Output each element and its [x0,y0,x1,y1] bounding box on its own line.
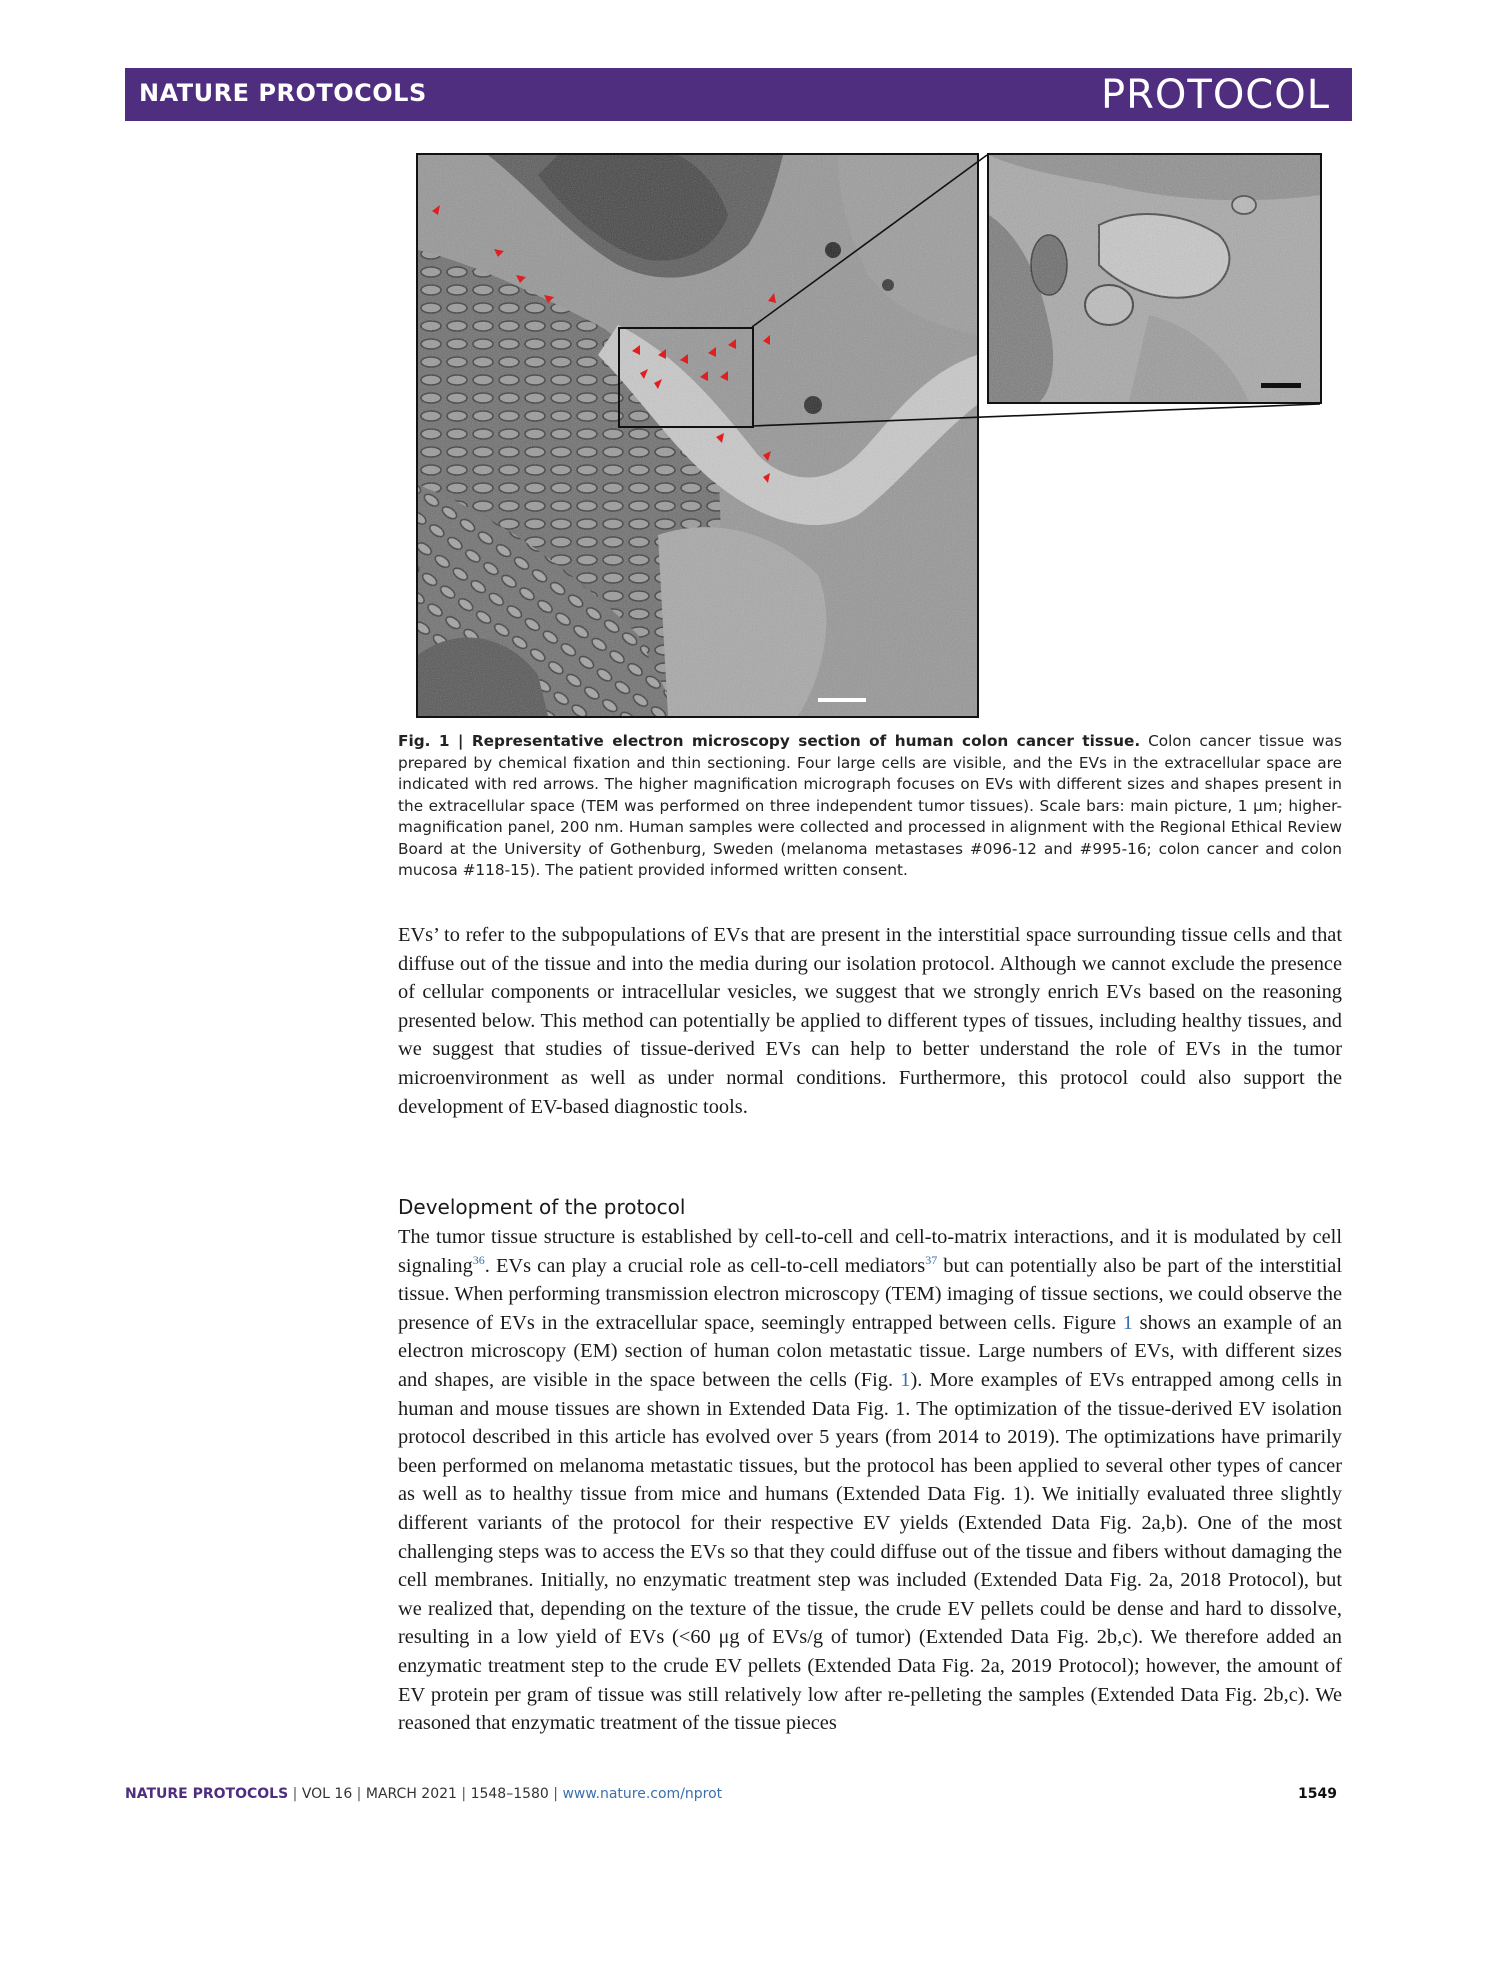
em-main-micrograph [416,153,979,718]
main-scale-bar [818,698,866,702]
paragraph-text: but can potentially also be part of the interstitial tissue. When performing transmission electron microscopy (TEM) imaging of tissue sections, we could observe the presence of EVs in the extracellular space, seemingly entrapped between cells. Figure [398,1254,1342,1334]
em-inset-image [989,155,1320,402]
inset-scale-bar [1261,383,1301,388]
figure-caption [398,731,1342,882]
em-inset-micrograph [987,153,1322,404]
journal-name: NATURE PROTOCOLS [139,79,427,107]
footer-pages: 1548–1580 [470,1786,549,1802]
paragraph-text: ). More examples of EVs entrapped among cells in human and mouse tissues are shown in Extended Data Fig. 1. The optimization of the tissue-derived EV isolation protocol described in this article has evolved over 5 years (from 2014 to 2019). The optimizations have primarily been performed on melanoma metastatic tissues, but the protocol has been applied to several other types of cancer as well as to healthy tissue from mice and humans (Extended Data Fig. 1). We initially evaluated three slightly different variants of the protocol for their respective EV yields (Extended Data Fig. 2a,b). One of the most challenging steps was to access the EVs so that they could diffuse out of the tissue and fibers without damaging the cell membranes. Initially, no enzymatic treatment step was included (Extended Data Fig. 2a, 2018 Protocol), but we realized that, depending on the texture of the tissue, the crude EV pellets could be dense and hard to dissolve, resulting in a low yield of EVs (<60 μg of EVs/g of tumor) (Extended Data Fig. 2b,c). We therefore added an enzymatic treatment step to the crude EV pellets (Extended Data Fig. 2a, 2019 Protocol); however, the amount of EV protein per gram of tissue was still relatively low after re-pelleting the samples (Extended Data Fig. 2b,c). We reasoned that enzymatic treatment of the tissue pieces [398,1368,1342,1735]
figure-link[interactable]: 1 [1122,1311,1133,1334]
article-type: PROTOCOL [1100,72,1330,118]
footer-volume: VOL 16 [301,1786,353,1802]
footer-date: MARCH 2021 [365,1786,457,1802]
paragraph-text: shows an example of an electron microscopy (EM) section of human colon metastatic tissue. Large numbers of EVs, with different sizes and shapes, are visible in the space between the cells (Fig. [398,1311,1342,1391]
citation-37[interactable]: 37 [925,1252,938,1267]
journal-header-bar [125,68,1352,121]
paragraph-text: The tumor tissue structure is established by cell-to-cell and cell-to-matrix interactions, and it is modulated by cell signaling [398,1226,1342,1277]
footer-journal: NATURE PROTOCOLS [125,1786,289,1802]
section-heading: Development of the protocol [398,1195,686,1219]
figure-caption-text: Colon cancer tissue was prepared by chemical fixation and thin sectioning. Four large cells are visible, and the EVs in the extracellular space are indicated with red arrows. The higher magnification micrograph focuses on EVs with different sizes and shapes present in the extracellular space (TEM was performed on three independent tumor tissues). Scale bars: main picture, 1 μm; higher-magnification panel, 200 nm. Human samples were collected and processed in alignment with the Regional Ethical Review Board at the University of Gothenburg, Sweden (melanoma metastases #096-12 and #995-16; colon cancer and colon mucosa #118-15). The patient provided informed written consent. [398,732,1342,879]
body-paragraph-development [398,1223,1342,1738]
page-footer: NATURE PROTOCOLS | VOL 16 | MARCH 2021 | 1548–1580 | www.nature.com/nprot 1549 [125,1786,1337,1802]
em-main-image [418,155,977,716]
body-paragraph-intro: EVs’ to refer to the subpopulations of EVs that are present in the interstitial space surrounding tissue cells and that diffuse out of the tissue and into the media during our isolation protocol. Although we cannot exclude the presence of cellular components or intracellular vesicles, we suggest that we strongly enrich EVs based on the reasoning presented below. This method can potentially be applied to different types of tissues, including healthy tissues, and we suggest that studies of tissue-derived EVs can help to better understand the role of EVs in the tumor microenvironment as well as under normal conditions. Furthermore, this protocol could also support the development of EV-based diagnostic tools. [398,924,1342,1118]
paragraph-text: . EVs can play a crucial role as cell-to-cell mediators [484,1254,926,1277]
footer-url-link[interactable]: www.nature.com/nprot [562,1786,723,1802]
page-number: 1549 [1298,1786,1337,1802]
citation-36[interactable]: 36 [472,1252,485,1267]
figure-link[interactable]: 1 [900,1368,911,1391]
figure-caption-title: Fig. 1 | Representative electron microscopy section of human colon cancer tissue. [398,732,1141,750]
